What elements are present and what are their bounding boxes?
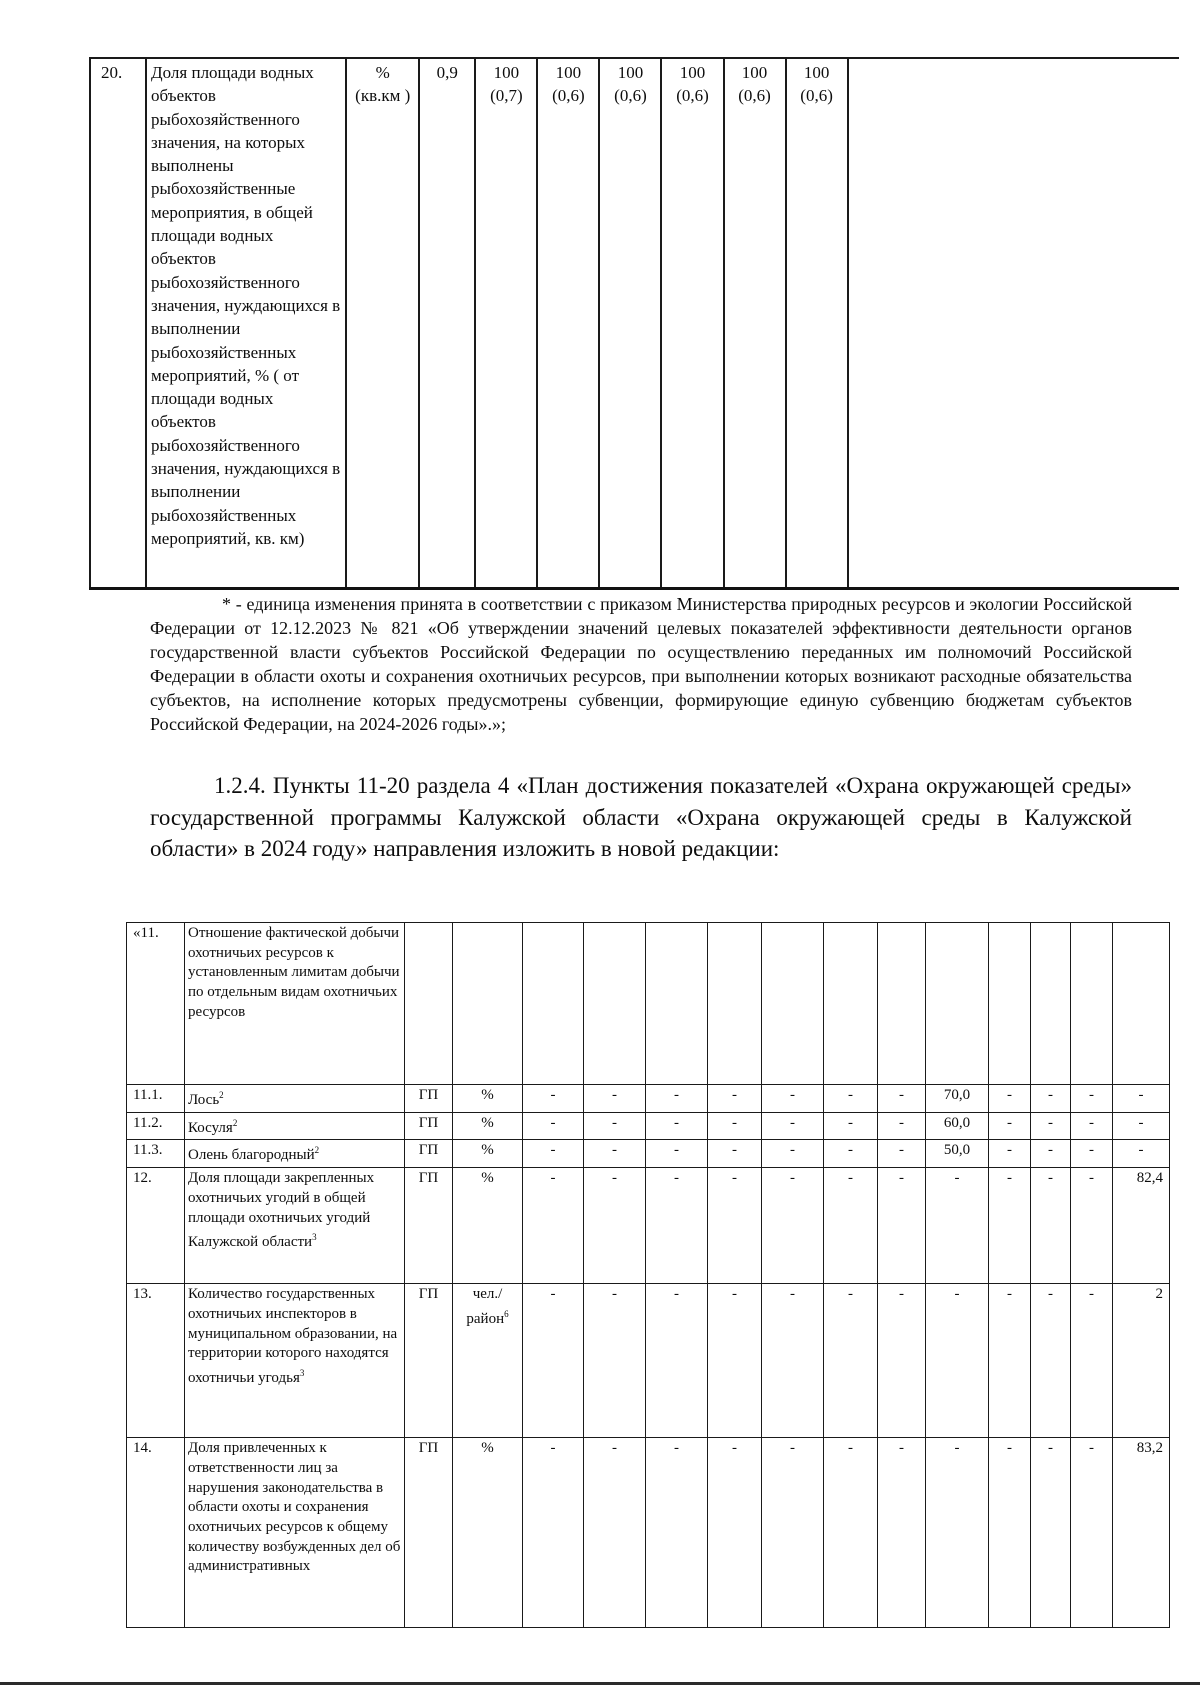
- row-number: 11.2.: [127, 1112, 185, 1140]
- table-row: [127, 1112, 1170, 1140]
- value-cell: [708, 923, 762, 1085]
- value-cell: 82,4: [1113, 1168, 1170, 1284]
- value-cell: -: [523, 1112, 584, 1140]
- value-cell: -: [646, 1284, 708, 1438]
- value-cell: -: [646, 1168, 708, 1284]
- value-cell: -: [523, 1438, 584, 1628]
- table-body: [127, 923, 1170, 1628]
- value-cell: -: [878, 1168, 926, 1284]
- value-cell: -: [1031, 1085, 1071, 1113]
- value-cell: -: [708, 1284, 762, 1438]
- value-cell: -: [762, 1140, 824, 1168]
- level-cell: ГП: [405, 1085, 453, 1113]
- value-cell: 60,0: [926, 1112, 989, 1140]
- value-cell: -: [824, 1112, 878, 1140]
- value-cell: -: [708, 1112, 762, 1140]
- indicator-name: Отношение фактической добычи охотничьих ресурсов к установленным лимитам добычи по отдельным видам охотничьих ресурсов: [185, 923, 405, 1085]
- value-cell: 50,0: [926, 1140, 989, 1168]
- value-cell: -: [824, 1168, 878, 1284]
- empty-cell: [848, 58, 1179, 588]
- value-cell: [762, 923, 824, 1085]
- value-cell: -: [762, 1085, 824, 1113]
- footnote-ref: 2: [232, 1117, 238, 1128]
- indicator-name: Олень благородный$^2$: [185, 1140, 405, 1168]
- value-cell: 2: [1113, 1284, 1170, 1438]
- value-cell: -: [824, 1140, 878, 1168]
- value-cell: -: [1031, 1140, 1071, 1168]
- table-row: [127, 1284, 1170, 1438]
- value-cell: -: [1071, 1284, 1113, 1438]
- value-cell: 100 (0,6): [537, 58, 599, 588]
- value-cell: -: [989, 1438, 1031, 1628]
- value-cell: -: [646, 1438, 708, 1628]
- indicator-name: Доля площади водных объектов рыбохозяйственного значения, на которых выполнены рыбохозяйственные мероприятия, в общей площади водных объектов рыбохозяйственного значения, нуждающихся в выполнении рыбохозяйственных мероприятий, % ( от площади водных объектов рыбохозяйственного значения, нуждающихся в выполнении рыбохозяйственных мероприятий, кв. км): [146, 58, 346, 588]
- level-cell: ГП: [405, 1284, 453, 1438]
- value-cell: 100 (0,6): [724, 58, 786, 588]
- row-number: 13.: [127, 1284, 185, 1438]
- row-number: 20.: [90, 58, 146, 588]
- value-cell: -: [878, 1085, 926, 1113]
- indicator-name: Косуля$^2$: [185, 1112, 405, 1140]
- value-cell: [824, 923, 878, 1085]
- row-number: 14.: [127, 1438, 185, 1628]
- value-cell: -: [762, 1168, 824, 1284]
- footnote-ref: 3: [299, 1367, 305, 1378]
- value-cell: -: [1113, 1112, 1170, 1140]
- value-cell: -: [1113, 1140, 1170, 1168]
- value-cell: -: [708, 1085, 762, 1113]
- value-cell: -: [926, 1284, 989, 1438]
- value-cell: -: [646, 1085, 708, 1113]
- value-cell: -: [1031, 1168, 1071, 1284]
- unit-cell: %: [453, 1085, 523, 1113]
- value-cell: -: [708, 1140, 762, 1168]
- footnote-ref: 3: [312, 1232, 317, 1243]
- value-cell: -: [878, 1284, 926, 1438]
- value-cell: -: [523, 1168, 584, 1284]
- value-cell: -: [1113, 1085, 1170, 1113]
- value-cell: -: [1071, 1140, 1113, 1168]
- indicator-table-11-14: [126, 922, 1170, 1628]
- value-cell: -: [523, 1085, 584, 1113]
- unit-cell: чел./ район$^6$: [453, 1284, 523, 1438]
- table-row: [127, 1168, 1170, 1284]
- value-cell: -: [989, 1112, 1031, 1140]
- value-cell: [989, 923, 1031, 1085]
- value-cell: [878, 923, 926, 1085]
- value-cell: [1071, 923, 1113, 1085]
- value-cell: -: [824, 1438, 878, 1628]
- unit-cell: %: [453, 1438, 523, 1628]
- level-cell: ГП: [405, 1140, 453, 1168]
- row-number: 12.: [127, 1168, 185, 1284]
- value-cell: -: [762, 1438, 824, 1628]
- value-cell: -: [584, 1112, 646, 1140]
- footnote-text: * - единица изменения принята в соответствии с приказом Министерства природных ресурсов и экологии Российской Федерации от 12.12.2023 № 821 «Об утверждении значений целевых показателей эффективности деятельности органов государственной власти субъектов Российской Федерации по осуществлению переданных им полномочий Российской Федерации в области охоты и сохранения охотничьих ресурсов, при выполнении которых возникают расходные обязательства субъектов, на исполнение которых предусмотрены субвенции, формирующие единую субвенцию бюджетам субъектов Российской Федерации, на 2024-2026 годы».»;: [150, 594, 1132, 734]
- value-cell: [926, 923, 989, 1085]
- value-cell: [1113, 923, 1170, 1085]
- value-cell: -: [989, 1140, 1031, 1168]
- footnote: [150, 592, 1132, 736]
- value-cell: -: [1071, 1085, 1113, 1113]
- table-row: [127, 1438, 1170, 1628]
- value-cell: -: [584, 1168, 646, 1284]
- value-cell: -: [762, 1284, 824, 1438]
- level-cell: ГП: [405, 1168, 453, 1284]
- value-cell: -: [926, 1168, 989, 1284]
- value-cell: [646, 923, 708, 1085]
- value-cell: -: [708, 1168, 762, 1284]
- indicator-name: Лось$^2$: [185, 1085, 405, 1113]
- footnote-ref: 2: [219, 1090, 224, 1100]
- scan-edge-line: [0, 1682, 1200, 1685]
- value-cell: 100 (0,6): [661, 58, 723, 588]
- value-cell: -: [584, 1284, 646, 1438]
- indicator-name: Доля площади закрепленных охотничьих угодий в общей площади охотничьих угодий Калужской области$^3$: [185, 1168, 405, 1284]
- unit-cell: %: [453, 1140, 523, 1168]
- value-cell: -: [584, 1438, 646, 1628]
- row-number: 11.3.: [127, 1140, 185, 1168]
- value-cell: 70,0: [926, 1085, 989, 1113]
- level-cell: [405, 923, 453, 1085]
- value-cell: -: [708, 1438, 762, 1628]
- value-cell: -: [989, 1284, 1031, 1438]
- value-cell: -: [584, 1140, 646, 1168]
- value-cell: -: [584, 1085, 646, 1113]
- value-cell: -: [878, 1438, 926, 1628]
- value-cell: -: [878, 1140, 926, 1168]
- value-cell: [523, 923, 584, 1085]
- level-cell: ГП: [405, 1112, 453, 1140]
- value-cell: -: [1031, 1284, 1071, 1438]
- indicator-name: Количество государственных охотничьих инспекторов в муниципальном образовании, на территории которого находятся охотничьи угодья$^3$: [185, 1284, 405, 1438]
- indicator-name: Доля привлеченных к ответственности лиц за нарушения законодательства в области охоты и сохранения охотничьих ресурсов к общему количеству возбужденных дел об административных: [185, 1438, 405, 1628]
- paragraph-text: 1.2.4. Пункты 11-20 раздела 4 «План достижения показателей «Охрана окружающей среды» государственной программы Калужской области «Охрана окружающей среды в Калужской области» в 2024 году» направления изложить в новой редакции:: [150, 773, 1132, 861]
- value-cell: -: [1071, 1168, 1113, 1284]
- value-cell: 100 (0,7): [475, 58, 537, 588]
- value-cell: -: [1071, 1112, 1113, 1140]
- table-row: [127, 1085, 1170, 1113]
- table-row: [90, 58, 1179, 588]
- value-cell: 83,2: [1113, 1438, 1170, 1628]
- value-cell: -: [1031, 1112, 1071, 1140]
- level-cell: ГП: [405, 1438, 453, 1628]
- table-row: [127, 1140, 1170, 1168]
- base-value: 0,9: [419, 58, 475, 588]
- value-cell: -: [762, 1112, 824, 1140]
- value-cell: [584, 923, 646, 1085]
- unit-cell: %: [453, 1112, 523, 1140]
- value-cell: -: [878, 1112, 926, 1140]
- footnote-ref: 2: [314, 1145, 320, 1156]
- value-cell: -: [989, 1168, 1031, 1284]
- table-row: [127, 923, 1170, 1085]
- value-cell: [1031, 923, 1071, 1085]
- value-cell: -: [646, 1112, 708, 1140]
- value-cell: -: [926, 1438, 989, 1628]
- footnote-ref: 6: [504, 1308, 509, 1319]
- value-cell: 100 (0,6): [599, 58, 661, 588]
- value-cell: -: [824, 1085, 878, 1113]
- indicator-table-row20: [89, 57, 1179, 590]
- unit-cell: % (кв.км ): [346, 58, 419, 588]
- value-cell: -: [646, 1140, 708, 1168]
- value-cell: -: [989, 1085, 1031, 1113]
- row-number: 11.1.: [127, 1085, 185, 1113]
- value-cell: -: [523, 1284, 584, 1438]
- unit-cell: [453, 923, 523, 1085]
- value-cell: -: [824, 1284, 878, 1438]
- value-cell: -: [1031, 1438, 1071, 1628]
- value-cell: -: [523, 1140, 584, 1168]
- value-cell: -: [1071, 1438, 1113, 1628]
- unit-cell: %: [453, 1168, 523, 1284]
- amendment-paragraph: [150, 770, 1132, 865]
- value-cell: 100 (0,6): [786, 58, 848, 588]
- row-number: «11.: [127, 923, 185, 1085]
